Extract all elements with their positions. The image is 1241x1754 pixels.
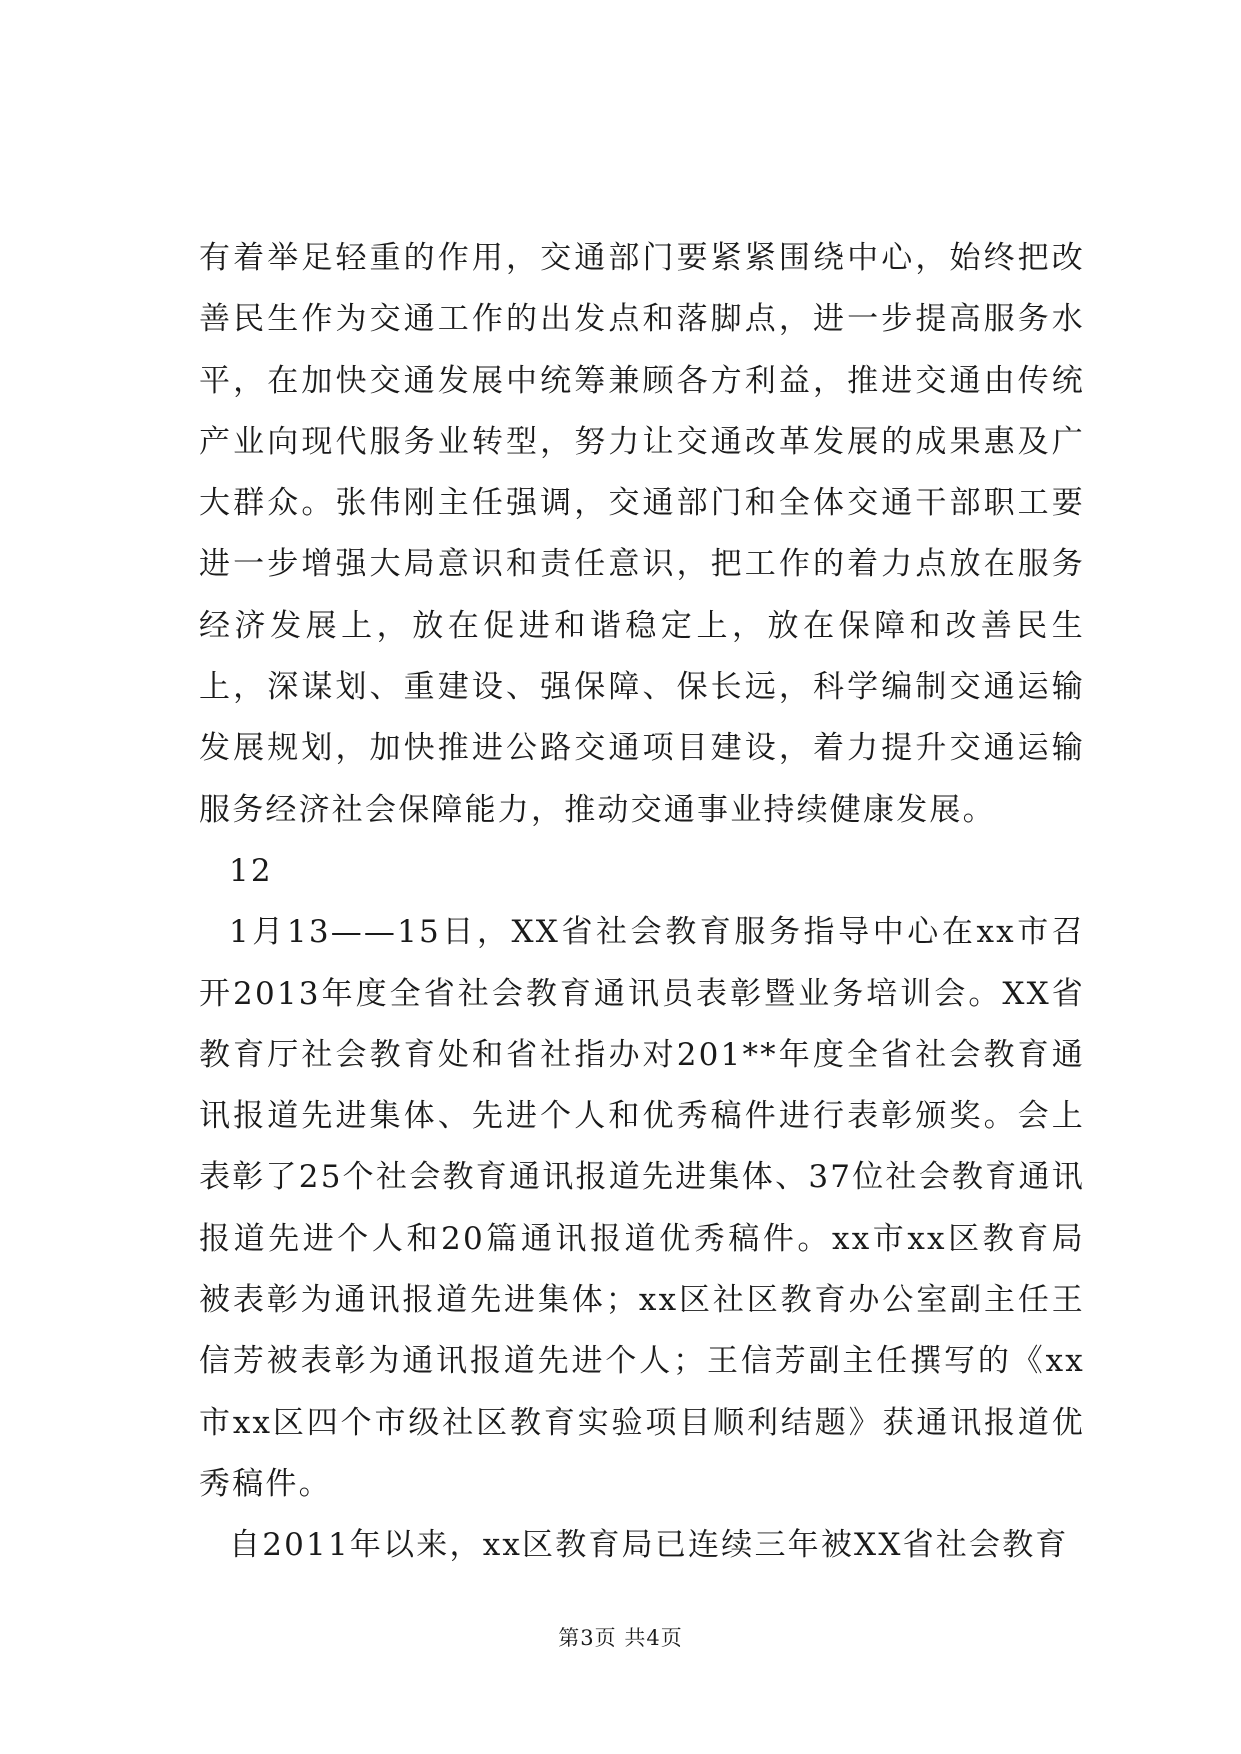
paragraph-transport: 有着举足轻重的作用，交通部门要紧紧围绕中心，始终把改善民生作为交通工作的出发点和落脚点，进一步提高服务水平，在加快交通发展中统筹兼顾各方利益，推进交通由传统产业向现代服务业转型，努力让交通改革发展的成果惠及广大群众。张伟刚主任强调，交通部门和全体交通干部职工要进一步增强大局意识和责任意识，把工作的着力点放在服务经济发展上，放在促进和谐稳定上，放在保障和改善民生上，深谋划、重建设、强保障、保长远，科学编制交通运输发展规划，加快推进公路交通项目建设，着力提升交通运输服务经济社会保障能力，推动交通事业持续健康发展。: [199, 240, 1085, 828]
paragraph-since-2011: 自2011年以来，xx区教育局已连续三年被XX省社会教育: [229, 1527, 1069, 1564]
page-footer: 第3页 共4页: [558, 1626, 683, 1650]
paragraph-education-award: 1月13——15日，XX省社会教育服务指导中心在xx市召开2013年度全省社会教育通讯员表彰暨业务培训会。XX省教育厅社会教育处和省社指办对201**年度全省社会教育通讯报道先进集体、先进个人和优秀稿件进行表彰颁奖。会上表彰了25个社会教育通讯报道先进集体、37位社会教育通讯报道先进个人和20篇通讯报道优秀稿件。xx市xx区教育局被表彰为通讯报道先进集体；xx区社区教育办公室副主任王信芳被表彰为通讯报道先进个人；王信芳副主任撰写的《xx市xx区四个市级社区教育实验项目顺利结题》获通讯报道优秀稿件。: [199, 914, 1085, 1502]
paragraph-number: 12: [229, 852, 273, 889]
document-body: [199, 228, 1085, 1577]
